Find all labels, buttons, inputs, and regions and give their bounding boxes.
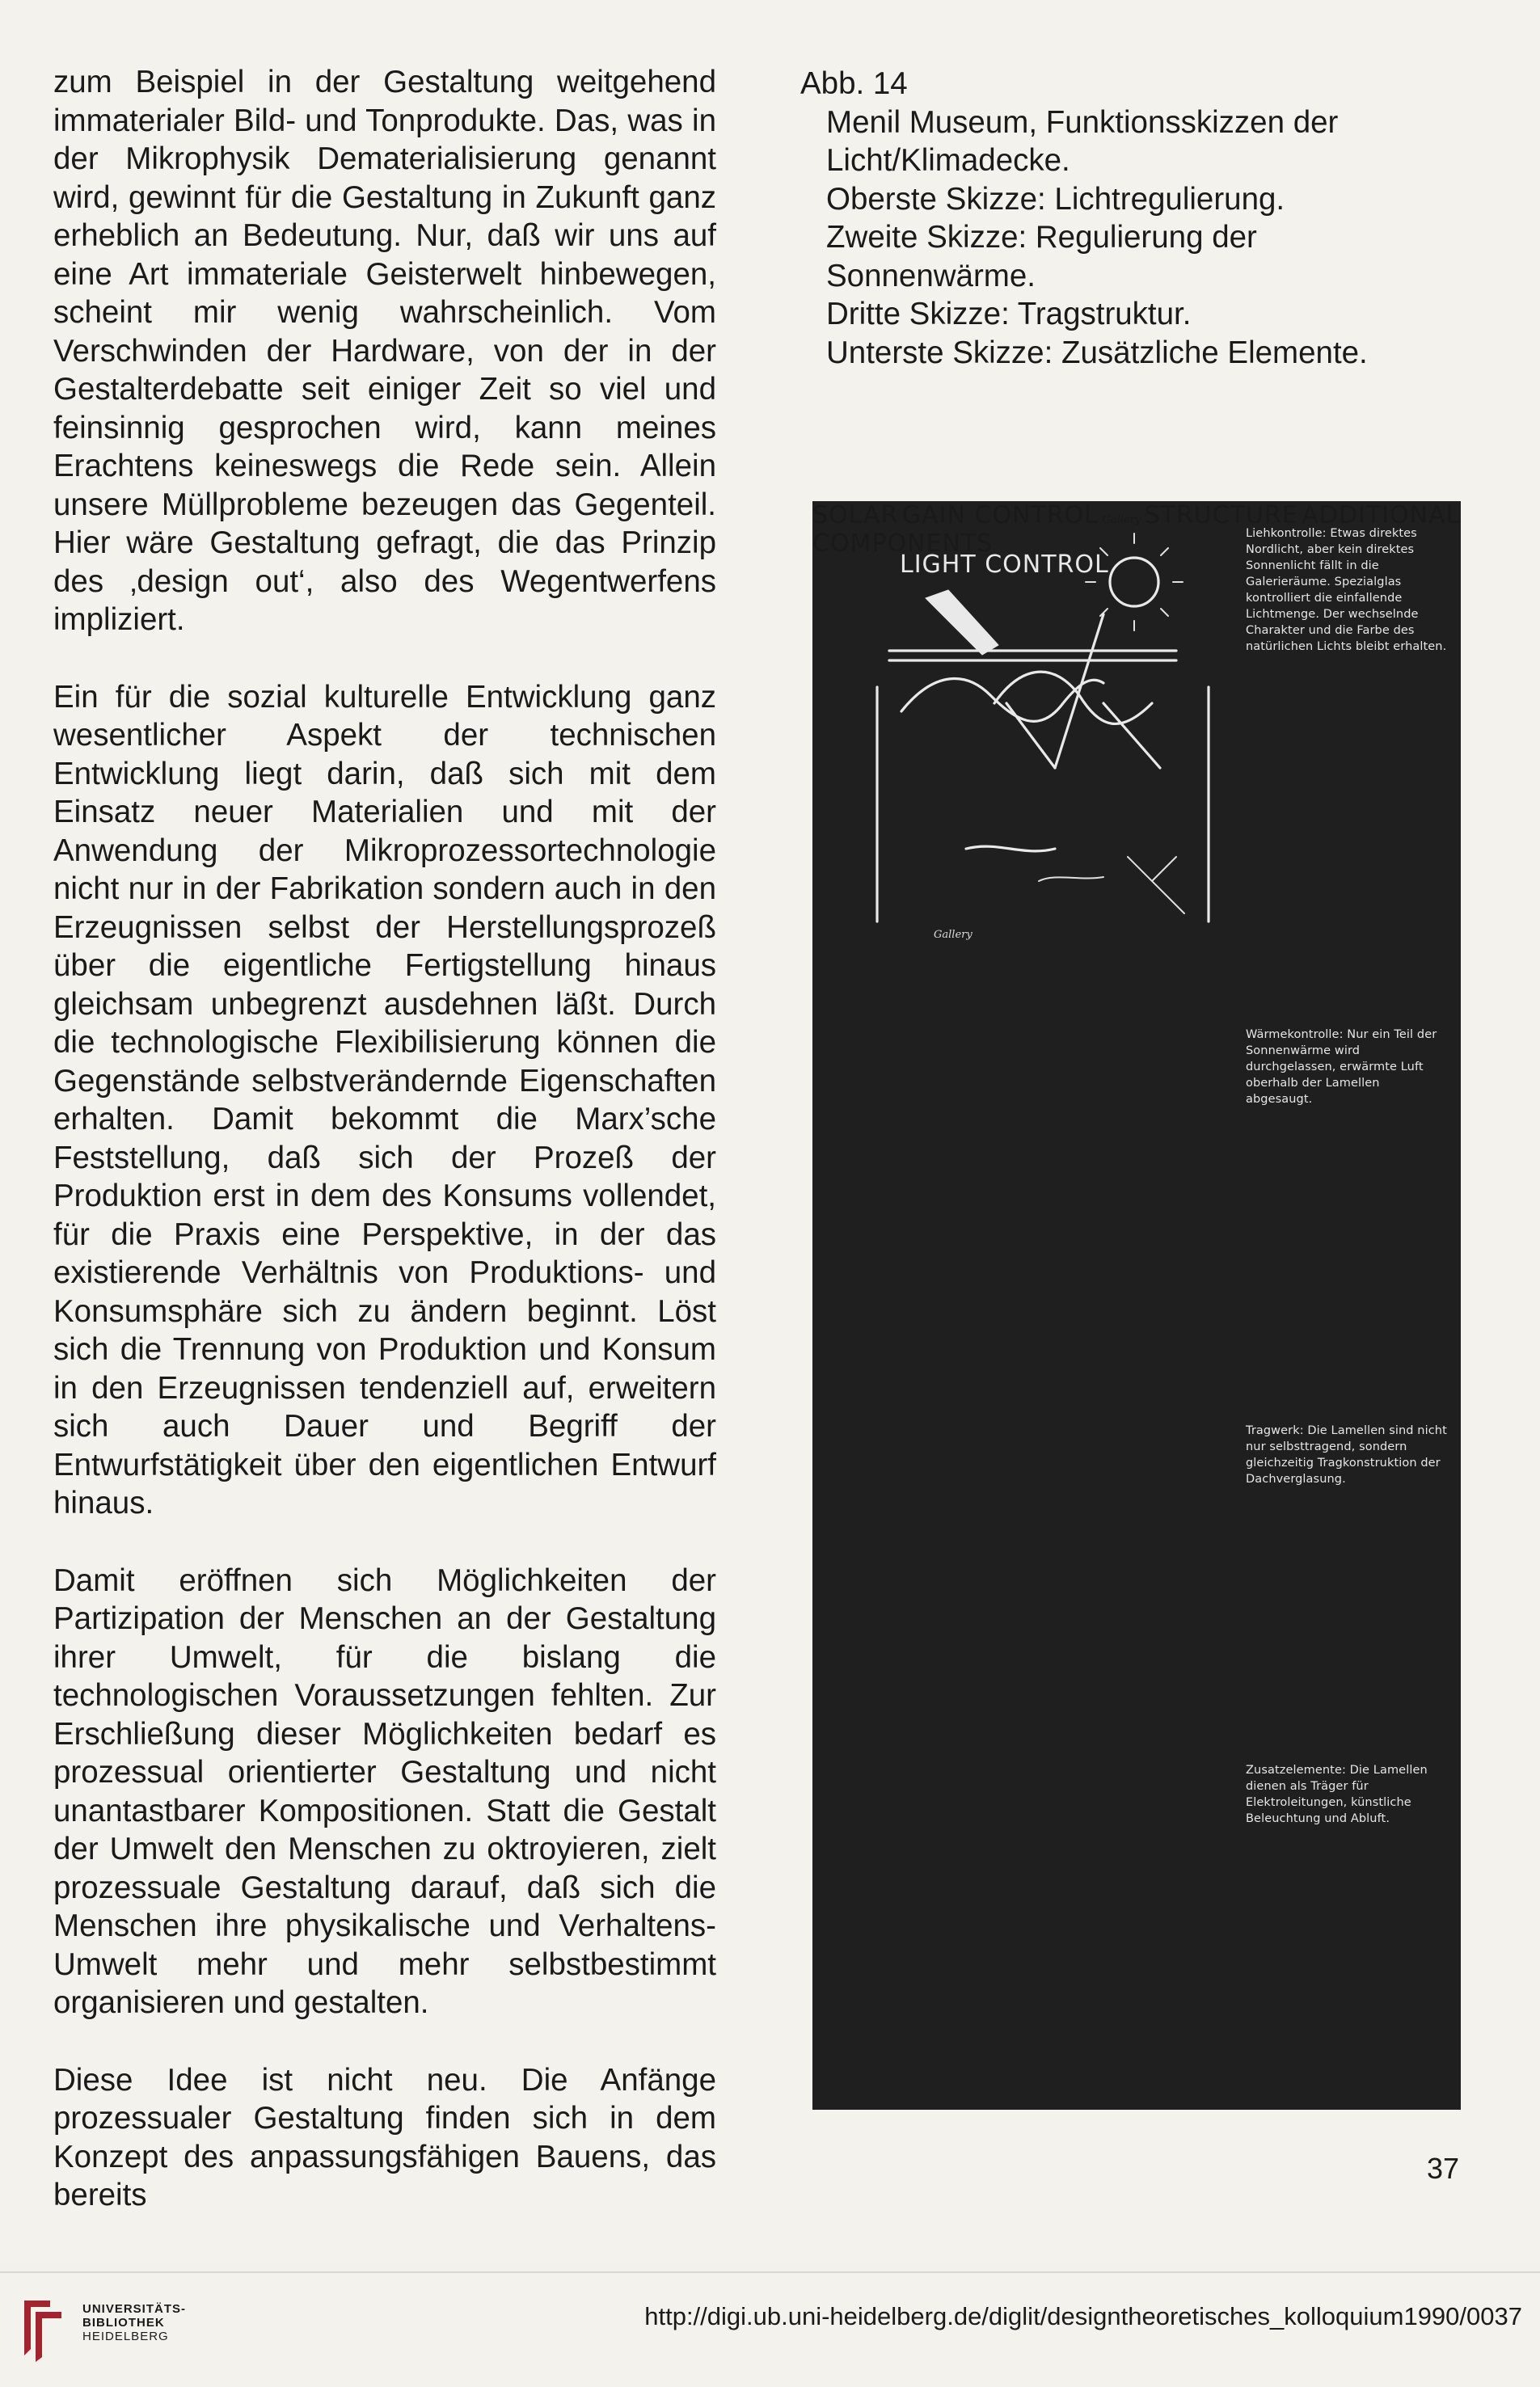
caption-line: Zweite Skizze: Regulierung der Sonnenwärme. [826, 220, 1257, 293]
sketch-title-line1: SOLAR [812, 501, 899, 529]
gallery-label: Gallery [934, 929, 973, 941]
sketch-title-line2: GAIN CONTROL [901, 501, 1099, 529]
caption-line: Menil Museum, Funktionsskizzen der Licht/Klimadecke. [826, 104, 1339, 178]
function-sketches [812, 501, 1461, 2110]
caption-line: Unterste Skizze: Zusätzliche Elemente. [826, 335, 1368, 370]
caption-line: Oberste Skizze: Lichtregulierung. [826, 181, 1285, 217]
glazing-line [889, 651, 1176, 660]
sketch-title: LIGHT CONTROL [900, 550, 1109, 579]
sketch-title-line1: ADDITIONAL [1302, 501, 1461, 529]
side-note-light-control: Liehkontrolle: Etwas direktes Nordlicht, aber kein direktes Sonnenlicht fällt in die Galerieräume. Spezialglas kontrolliert die einfallende Lichtmenge. Der wechselnde Charakter und die Farbe des natürlichen Lichts bleibt erhalten. [1246, 527, 1447, 653]
side-note-additional-components: Zusatzelemente: Die Lamellen dienen als Träger für Elektroleitungen, künstliche Beleuchtung und Abluft. [1246, 1764, 1428, 1825]
light-ray [1006, 703, 1055, 768]
caption-line: Dritte Skizze: Tragstruktur. [826, 297, 1192, 331]
library-name-line: UNIVERSITÄTS- [82, 2302, 187, 2316]
library-name [82, 2302, 186, 2343]
figure-label: Abb. 14 [800, 66, 908, 101]
library-name-line: HEIDELBERG [82, 2330, 169, 2343]
side-note-solar-gain: Wärmekontrolle: Nur ein Teil der Sonnenwärme wird durchgelassen, erwärmte Luft oberhalb der Lamellen abgesaugt. [1246, 1028, 1437, 1106]
scribble [1128, 857, 1184, 913]
blocked-sun-arrow [926, 590, 998, 655]
sun-icon [1110, 558, 1158, 606]
figure-sketch-panel [812, 501, 1461, 2110]
sketch-title-line2: COMPONENTS [812, 529, 994, 558]
sun-rays [1086, 533, 1183, 630]
body-paragraph: zum Beispiel in der Gestaltung weitgehend immaterialer Bild- und Tonprodukte. Das, was in der Mikrophysik Dematerialisierung genannt wird, gewinnt für die Gestaltung in Zukunft ganz erheblich an Bedeutung. Nur, daß wir uns auf eine Art immateriale Geisterwelt hinbewegen, scheint mir wenig wahrscheinlich. Vom Verschwinden der Hardware, von der in der Gestalterdebatte seit einiger Zeit so viel und feinsinnig gesprochen wird, kann meines Erachtens keineswegs die Rede sein. Allein unsere Müllprobleme bezeugen das Gegenteil. Hier wäre Gestaltung gefragt, die das Prinzip des ‚design out‘, also des Wegentwerfens impliziert. [53, 65, 716, 637]
scribble [966, 846, 1055, 851]
sketch-light-control [877, 533, 1209, 941]
body-text-column [53, 63, 716, 2215]
library-name-line: BIBLIOTHEK [82, 2316, 165, 2330]
gallery-label: Gallery [1102, 514, 1141, 526]
source-url-link[interactable]: http://digi.ub.uni-heidelberg.de/diglit/designtheoretisches_kolloquium1990/0037 [644, 2302, 1522, 2330]
figure-caption [800, 65, 1431, 372]
side-note-structure: Tragwerk: Die Lamellen sind nicht nur selbsttragend, sondern gleichzeitig Tragkonstruktion der Dachverglasung. [1246, 1424, 1447, 1486]
body-paragraph: Ein für die sozial kulturelle Entwicklung ganz wesentlicher Aspekt der technischen Entwicklung liegt darin, daß sich mit dem Einsatz neuer Materialien und mit der Anwendung der Mikroprozessortechnologie nicht nur in der Fabrikation sondern auch in den Erzeugnissen selbst der Herstellungsprozeß über die eigentliche Fertigstellung hinaus gleichsam unbegrenzt ausdehnen läßt. Durch die technologische Flexibilisierung können die Gegenstände selbstverändernde Eigenschaften erhalten. Damit bekommt die Marx’sche Feststellung, daß sich der Prozeß der Produktion erst in dem des Konsums vollendet, für die Praxis eine Perspektive, in der das existierende Verhältnis von Produktions- und Konsumsphäre sich zu ändern beginnt. Löst sich die Trennung von Produktion und Konsum in den Erzeugnissen tendenziell auf, erweitern sich auch Dauer und Begriff der Entwurfstätigkeit über den eigentlichen Entwurf hinaus. [53, 679, 716, 1520]
body-paragraph: Diese Idee ist nicht neu. Die Anfänge prozessualer Gestaltung finden sich in dem Konzept des anpassungsfähigen Bauens, das bereits [53, 2062, 716, 2212]
library-logo-icon [18, 2292, 68, 2362]
scribble [1039, 877, 1103, 881]
light-ray [1055, 614, 1103, 768]
page-number: 37 [1427, 2152, 1460, 2185]
gallery-walls [877, 687, 1209, 921]
sketch-title: STRUCTURE [1144, 501, 1298, 529]
louver-wave [901, 679, 1103, 722]
light-ray [1103, 703, 1160, 768]
digitization-footer [0, 2271, 1540, 2387]
body-paragraph: Damit eröffnen sich Möglichkeiten der Partizipation der Menschen an der Gestaltung ihrer Umwelt, für die bislang die technologischen Voraussetzungen fehlten. Zur Erschließung dieser Möglichkeiten bedarf es prozessual orientierter Gestaltung und nicht unantastbarer Kompositionen. Statt die Gestalt der Umwelt den Menschen zu oktroyieren, zielt prozessuale Gestaltung darauf, daß sich die Menschen ihre physikalische und Verhaltens-Umwelt mehr und mehr selbstbestimmt organisieren und gestalten. [53, 1563, 716, 2020]
